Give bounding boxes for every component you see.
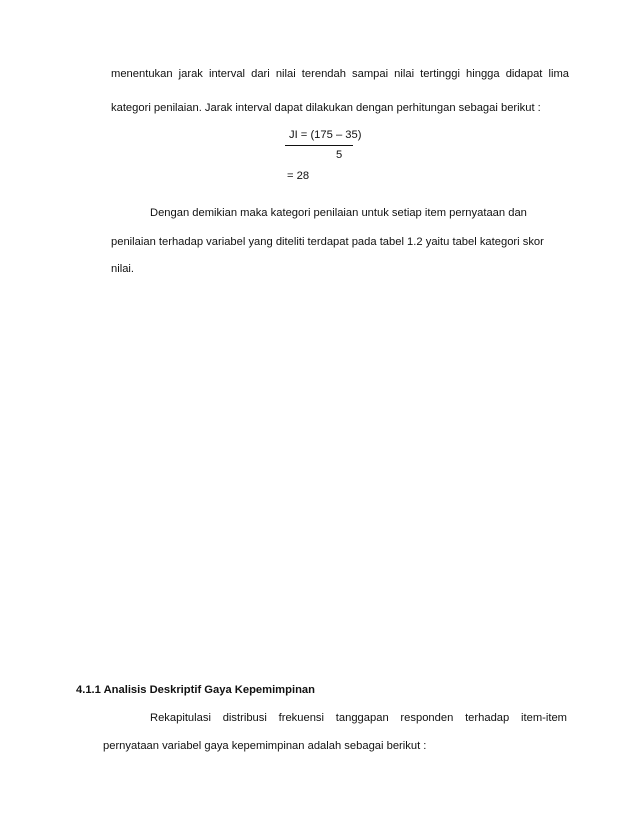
fraction-bar [285,145,353,146]
formula-result: = 28 [287,170,310,182]
formula-numerator: JI = (175 – 35) [289,129,362,141]
paragraph-line: menentukan jarak interval dari nilai terendah sampai nilai tertinggi hingga didapat lima [111,68,569,80]
section-heading: 4.1.1 Analisis Deskriptif Gaya Kepemimpinan [76,684,315,696]
paragraph-line: pernyataan variabel gaya kepemimpinan adalah sebagai berikut : [103,740,427,752]
paragraph-line: nilai. [111,263,135,275]
paragraph-line: Rekapitulasi distribusi frekuensi tanggapan responden terhadap item-item [150,712,567,724]
paragraph-line: penilaian terhadap variabel yang diteliti terdapat pada tabel 1.2 yaitu tabel kategori skor [111,236,544,248]
formula-denominator: 5 [336,149,343,161]
paragraph-line: kategori penilaian. Jarak interval dapat dilakukan dengan perhitungan sebagai berikut : [111,102,541,114]
paragraph-line: Dengan demikian maka kategori penilaian untuk setiap item pernyataan dan [150,207,527,219]
